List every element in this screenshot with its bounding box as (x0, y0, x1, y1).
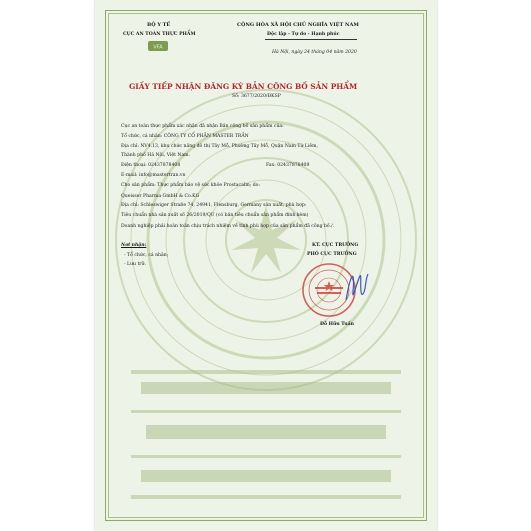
document-title: GIẤY TIẾP NHẬN ĐĂNG KÝ BẢN CÔNG BỐ SẢN PHẨM (129, 82, 358, 91)
recipient-item: - Tổ chức, cá nhân; (124, 253, 169, 258)
org-fax: Fax: 02437878409 (266, 163, 310, 168)
product-line: Cho sản phẩm: Thực phẩm bảo vệ sức khỏe Prostacalm; do: (121, 183, 260, 188)
intro-text: Cục an toàn thực phẩm xác nhận đã nhận Bản công bố sản phẩm của: (121, 124, 284, 129)
commitment-text: Doanh nghiệp phải hoàn toàn chịu trách nhiệm về tính phù hợp của sản phẩm đã công bố./. (121, 224, 335, 229)
org-address-line1: Địa chỉ: NV4.13, khu chức năng đô thị Tây Mỗ, Phường Tây Mỗ, Quận Nam Từ Liêm, (121, 144, 318, 149)
handwritten-signature (343, 262, 371, 308)
recipient-item: - Lưu trữ. (124, 262, 146, 267)
certificate-document (95, 0, 437, 531)
document-number: Số: 3677/2020/ĐKSP (232, 94, 281, 99)
signer-deputy-role: PHÓ CỤC TRƯỞNG (307, 252, 357, 257)
manufacturer-name: Queisser Pharma GmbH & Co.KG (121, 194, 200, 199)
product-standard: Tiêu chuẩn nhà sản xuất số 26/2019/QU (có bản tiêu chuẩn sản phẩm đính kèm) (121, 213, 309, 218)
org-name: Tổ chức, cá nhân: CÔNG TY CỔ PHẦN MASTER TRẦN (121, 134, 249, 139)
agency-name: CỤC AN TOÀN THỰC PHẨM (123, 32, 196, 37)
org-address-line2: Thành phố Hà Nội, Việt Nam. (121, 153, 190, 158)
signer-name: Đỗ Hữu Tuấn (320, 322, 354, 327)
agency-logo-icon (148, 40, 168, 52)
country-name: CỘNG HÒA XÃ HỘI CHỦ NGHĨA VIỆT NAM (237, 22, 359, 28)
org-phone: Điện thoại: 02437878408 (121, 163, 181, 168)
manufacturer-address: Địa chỉ: Schleswiger Straße 74, 24941, Flensburg, Germany sản xuất, phù hợp: (121, 203, 307, 208)
national-motto: Độc lập - Tự do - Hạnh phúc (267, 32, 340, 37)
ministry-name: BỘ Y TẾ (147, 22, 171, 28)
org-email: E-mail: info@mastertran.vn (121, 173, 186, 178)
place-date: Hà Nội, ngày 24 tháng 04 năm 2020 (272, 50, 357, 55)
svg-text:VFA: VFA (153, 44, 163, 51)
motto-underline (265, 39, 357, 40)
signer-role: KT. CỤC TRƯỞNG (312, 243, 359, 248)
recipients-label: Nơi nhận: (121, 243, 147, 248)
